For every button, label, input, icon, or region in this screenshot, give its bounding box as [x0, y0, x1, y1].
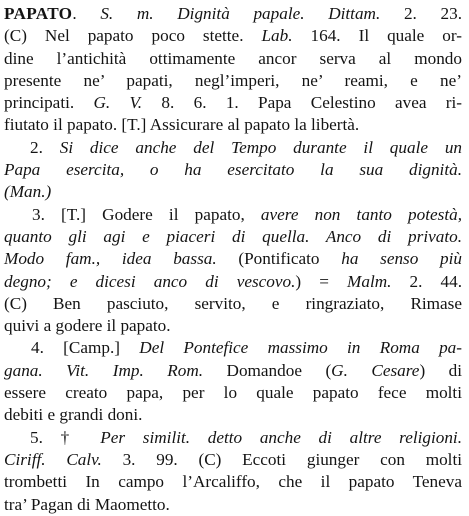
dictionary-entry	[4, 3, 462, 516]
entry-text: Si dice anche del Tempo durante il quale un	[59, 137, 463, 157]
entry-line	[4, 293, 462, 315]
entry-line	[4, 48, 462, 70]
entry-line	[4, 159, 462, 181]
entry-text: degno; e dicesi anco di vescovo.	[4, 271, 296, 291]
entry-text: Lab.	[261, 26, 293, 46]
entry-text: tra’ Pagan di Maometto.	[4, 494, 170, 514]
entry-text: (C) Ben pasciuto, servito, e ringraziato, Rimase	[4, 293, 462, 313]
entry-text: 2. 23.	[380, 4, 462, 23]
entry-text: Domandoe (	[203, 360, 332, 380]
entry-line	[4, 449, 462, 471]
entry-line	[4, 226, 462, 248]
entry-line	[4, 25, 462, 47]
entry-text: (Pontificato	[216, 249, 342, 269]
entry-line	[4, 427, 462, 449]
entry-text: 8. 6. 1. Papa Celestino avea ri-	[142, 93, 462, 113]
entry-text: ) =	[295, 271, 348, 291]
entry-text: .	[72, 4, 101, 23]
entry-text: principati.	[4, 93, 94, 113]
entry-text: essere creato papa, per lo quale papato fece molti	[4, 383, 462, 403]
entry-text: ha senso più	[341, 249, 462, 269]
entry-line	[4, 471, 462, 493]
entry-text: Malm.	[347, 271, 392, 291]
entry-line	[4, 204, 462, 226]
entry-line	[4, 271, 462, 293]
entry-text: 3. 99. (C) Eccoti giunger con molti	[101, 449, 462, 469]
entry-line	[4, 494, 462, 516]
entry-text: 4. [Camp.]	[31, 338, 140, 358]
entry-text: (Man.)	[4, 182, 52, 202]
entry-text: presente ne’ papati, negl’imperi, ne’ reami, e ne’	[4, 70, 462, 90]
entry-line	[4, 248, 462, 270]
entry-text: trombetti In campo l’Arcaliffo, che il papato Teneva	[4, 472, 462, 492]
entry-text: Ciriff. Calv.	[4, 449, 102, 469]
entry-text: ) di	[419, 360, 463, 380]
entry-line	[4, 404, 462, 426]
entry-text: G. Cesare	[331, 360, 420, 380]
entry-text: Per similit. detto anche di altre religioni.	[100, 427, 463, 447]
entry-text: debiti e grandi doni.	[4, 405, 143, 425]
entry-line	[4, 114, 462, 136]
entry-text: Del Pontefice massimo in Roma pa-	[139, 338, 462, 358]
entry-line	[4, 337, 462, 359]
entry-text: Modo fam., idea bassa.	[4, 249, 217, 269]
entry-text: 164. Il quale or-	[292, 26, 462, 46]
entry-text: 2. 44.	[391, 271, 463, 291]
entry-line	[4, 137, 462, 159]
entry-text: quivi a godere il papato.	[4, 316, 171, 336]
entry-text: (C) Nel papato poco stette.	[4, 26, 262, 46]
entry-text: gana. Vit. Imp. Rom.	[4, 360, 204, 380]
entry-text: 5. †	[30, 427, 101, 447]
entry-text: avere non tanto potestà,	[260, 204, 462, 224]
entry-text: 3. [T.] Godere il papato,	[32, 204, 261, 224]
entry-text: S. m. Dignità papale. Dittam.	[100, 4, 381, 23]
entry-text: 2.	[30, 137, 60, 157]
headword: PAPATO	[4, 4, 73, 23]
entry-text: quanto gli agi e piaceri di quella. Anco di privato.	[4, 226, 462, 246]
entry-line	[4, 3, 462, 25]
entry-text: Papa esercita, o ha esercitato la sua dignità.	[4, 160, 462, 180]
entry-text: dine l’antichità ottimamente ancor serva al mondo	[4, 48, 462, 68]
entry-text: G. V.	[93, 93, 143, 113]
entry-line	[4, 360, 462, 382]
entry-line	[4, 181, 462, 203]
entry-line	[4, 382, 462, 404]
entry-line	[4, 315, 462, 337]
entry-line	[4, 92, 462, 114]
entry-line	[4, 70, 462, 92]
entry-text: fiutato il papato. [T.] Assicurare al papato la libertà.	[4, 115, 360, 135]
